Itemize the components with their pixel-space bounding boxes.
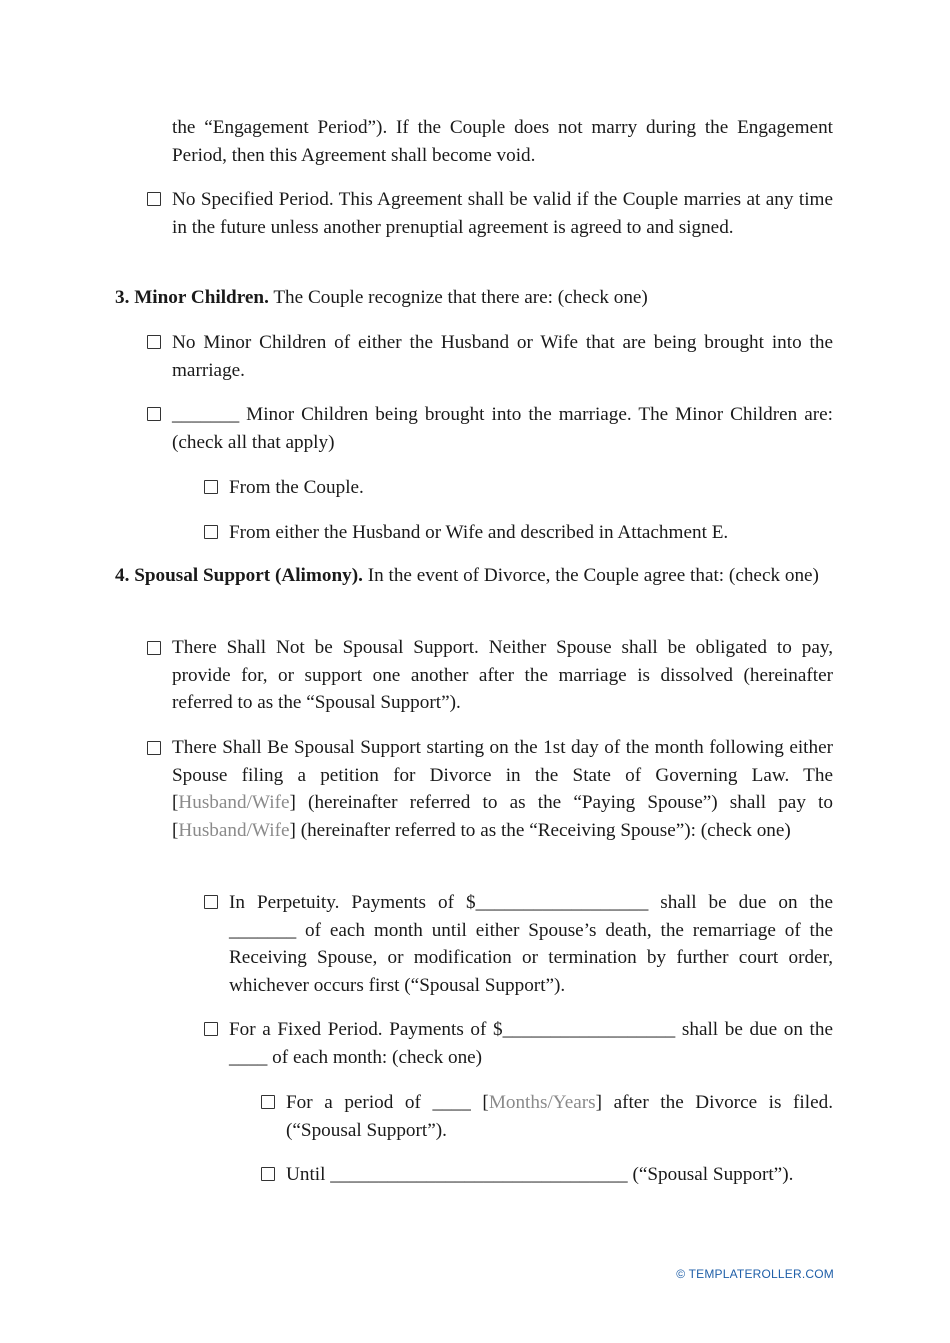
checkbox-no-minor-children[interactable] [147, 335, 161, 349]
checkbox-from-either-spouse[interactable] [204, 525, 218, 539]
placeholder-paying-spouse[interactable]: Husband/Wife [178, 792, 290, 813]
from-couple-text: From the Couple. [229, 477, 364, 498]
footer-brand[interactable] [676, 1267, 834, 1281]
checkbox-no-spousal-support[interactable] [147, 641, 161, 655]
checkbox-from-couple[interactable] [204, 480, 218, 494]
checkbox-until[interactable] [261, 1167, 275, 1181]
copyright-symbol: © [676, 1267, 686, 1281]
checkbox-in-perpetuity[interactable] [204, 895, 218, 909]
section-3-heading: 3. Minor Children. The Couple recognize that there are: (check one) [115, 287, 648, 308]
from-either-spouse-text: From either the Husband or Wife and described in Attachment E. [229, 522, 729, 543]
brand-link[interactable]: TEMPLATEROLLER.COM [688, 1267, 834, 1281]
in-perpetuity-text: In Perpetuity. Payments of $__________________ shall be due on the _______ of each month until either Spouse’s death, the remarriage of the Receiving Spouse, or modification or termination by further court order, whichever occurs first (“Spousal Support”). [229, 892, 833, 996]
checkbox-minor-children-count[interactable] [147, 407, 161, 421]
engagement-period-continuation: the “Engagement Period”). If the Couple does not marry during the Engagement Period, then this Agreement shall become void. [172, 117, 833, 166]
checkbox-no-specified-period[interactable] [147, 192, 161, 206]
no-specified-period-text: No Specified Period. This Agreement shall be valid if the Couple marries at any time in the future unless another prenuptial agreement is agreed to and signed. [172, 189, 833, 238]
checkbox-fixed-period[interactable] [204, 1022, 218, 1036]
placeholder-receiving-spouse[interactable]: Husband/Wife [178, 819, 290, 841]
fixed-period-text: For a Fixed Period. Payments of $__________________ shall be due on the ____ of each month: (check one) [229, 1019, 833, 1068]
placeholder-months-years[interactable]: Months/Years [488, 1092, 596, 1113]
checkbox-spousal-support[interactable] [147, 741, 161, 755]
spousal-support-text: There Shall Be Spousal Support starting on the 1st day of the month following either Spouse filing a petition for Divorce in the State of Governing Law. The [Husband/Wife] (hereinafter referred to as the “Paying Spouse”) shall pay to [Husband/Wife] (hereinafter referred to as the “Receiving Spouse”): (check one) [172, 737, 833, 841]
section-4-heading: 4. Spousal Support (Alimony). In the event of Divorce, the Couple agree that: (check one) [115, 565, 819, 586]
for-a-period-text: For a period of ____ [Months/Years] after the Divorce is filed. (“Spousal Support”). [286, 1092, 834, 1141]
until-text: Until _______________________________ (“Spousal Support”). [286, 1164, 794, 1185]
no-minor-children-text: No Minor Children of either the Husband or Wife that are being brought into the marriage. [172, 332, 833, 381]
checkbox-for-a-period[interactable] [261, 1095, 275, 1109]
no-spousal-support-text: There Shall Not be Spousal Support. Neither Spouse shall be obligated to pay, provide for, or support one another after the marriage is dissolved (hereinafter referred to as the “Spousal Support”). [172, 637, 833, 713]
minor-children-count-text: _______ Minor Children being brought into the marriage. The Minor Children are: (check all that apply) [172, 404, 833, 453]
